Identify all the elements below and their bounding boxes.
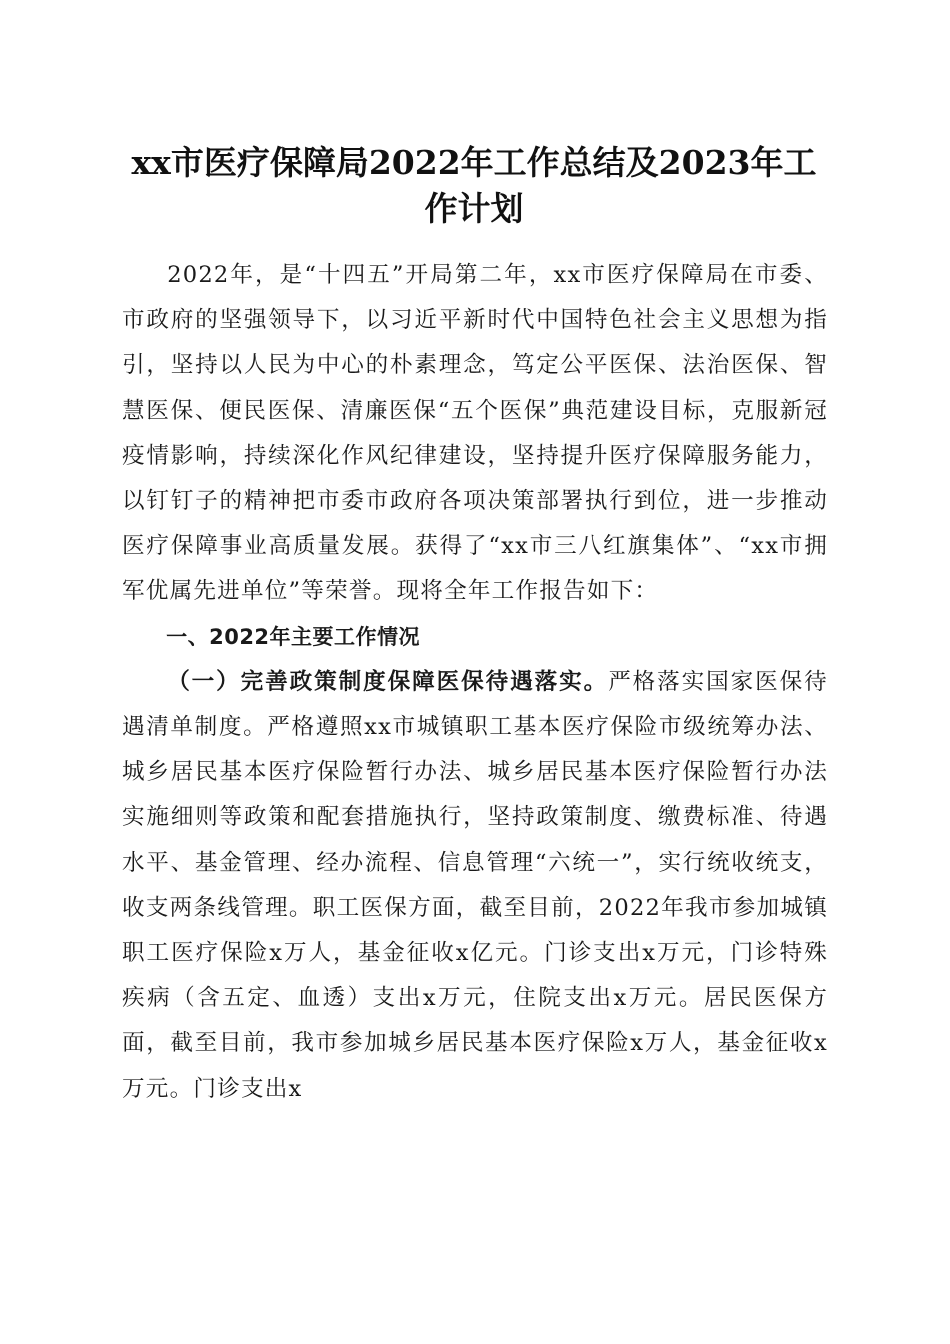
- document-body: [122, 253, 828, 1112]
- subsection-body: 严格落实国家医保待遇清单制度。严格遵照xx市城镇职工基本医疗保险市级统筹办法、城乡居民基本医疗保险暂行办法、城乡居民基本医疗保险暂行办法实施细则等政策和配套措施执行，坚持政策制度、缴费标准、待遇水平、基金管理、经办流程、信息管理“六统一”，实行统收统支，收支两条线管理。职工医保方面，截至目前，2022年我市参加城镇职工医疗保险x万人，基金征收x亿元。门诊支出x万元，门诊特殊疾病（含五定、血透）支出x万元，住院支出x万元。居民医保方面，截至目前，我市参加城乡居民基本医疗保险x万人，基金征收x万元。门诊支出x: [122, 668, 828, 1102]
- intro-paragraph: 2022年，是“十四五”开局第二年，xx市医疗保障局在市委、市政府的坚强领导下，以习近平新时代中国特色社会主义思想为指引，坚持以人民为中心的朴素理念，笃定公平医保、法治医保、智慧医保、便民医保、清廉医保“五个医保”典范建设目标，克服新冠疫情影响，持续深化作风纪律建设，坚持提升医疗保障服务能力，以钉钉子的精神把市委市政府各项决策部署执行到位，进一步推动医疗保障事业高质量发展。获得了“xx市三八红旗集体”、“xx市拥军优属先进单位”等荣誉。现将全年工作报告如下：: [122, 262, 828, 605]
- section-paragraph: [122, 660, 828, 1112]
- section-heading: 一、2022年主要工作情况: [166, 624, 421, 649]
- document-title: xx市医疗保障局2022年工作总结及2023年工作计划: [131, 143, 817, 228]
- subsection-heading: （一）完善政策制度保障医保待遇落实。: [167, 668, 609, 695]
